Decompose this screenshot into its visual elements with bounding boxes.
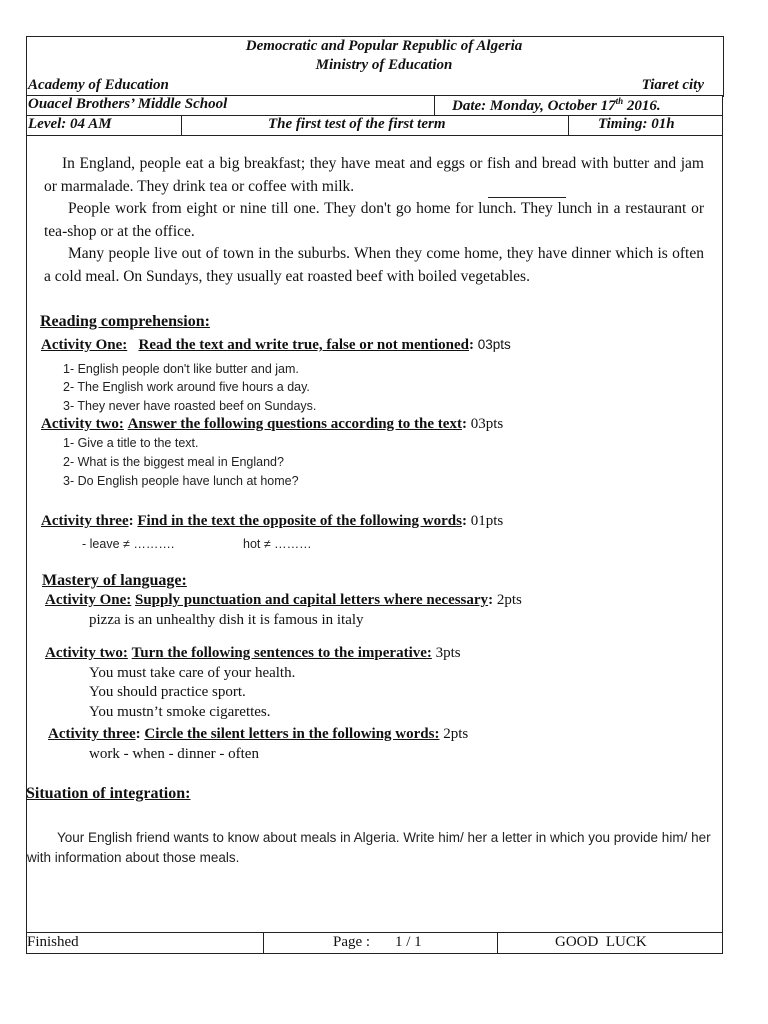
footer-top-border [26,932,723,933]
reading-activity-two: Activity two: Answer the following questions according to the text: 03pts [41,416,504,432]
test-title: The first test of the first term [268,116,446,132]
text-paragraph-1: In England, people eat a big breakfast; they have meat and eggs or fish and bread with butter and jam or marmalade. They drink tea or coffee with milk. [44,155,704,195]
city-label: Tiaret city [641,77,704,93]
mastery-title: Mastery of language: [42,572,187,589]
paragraph-underline [488,197,566,198]
footer-bottom-border [26,953,723,954]
mastery-activity-three: Activity three: Circle the silent letters in the following words: 2pts [48,726,469,742]
academy-label: Academy of Education [28,77,169,93]
footer-sep-2 [497,932,498,953]
integration-title: Situation of integration: [26,785,191,802]
reading-text [44,153,704,288]
reading-comprehension-title: Reading comprehension: [40,313,210,330]
page-left-border [26,135,27,932]
silent-letter-words: work - when - dinner - often [89,746,259,762]
imperative-item-1: You must take care of your health. [89,665,296,681]
imperative-item-3: You mustn’t smoke cigarettes. [89,704,271,720]
reading-a2-item-1: 1- Give a title to the text. [63,436,199,450]
ministry-title: Ministry of Education [315,57,453,73]
school-name: Ouacel Brothers’ Middle School [28,96,228,112]
footer-page-value: 1 / 1 [395,934,422,950]
reading-activity-three: Activity three: Find in the text the opposite of the following words: 01pts [41,513,504,529]
test-date: Date: Monday, October 17th 2016. [452,96,661,114]
mastery-activity-two: Activity two: Turn the following sentences to the imperative: 3pts [45,645,461,661]
footer-right-border [722,932,723,953]
header-row2-separator [434,95,435,115]
mastery-activity-one: Activity One: Supply punctuation and capital letters where necessary: 2pts [45,592,522,608]
page-right-border [722,135,723,932]
imperative-item-2: You should practice sport. [89,684,246,700]
footer-sep-1 [263,932,264,953]
timing-label: Timing: 01h [598,116,675,132]
footer-finished: Finished [27,934,79,950]
reading-a1-item-3: 3- They never have roasted beef on Sundays. [63,399,317,413]
integration-task: Your English friend wants to know about meals in Algeria. Write him/ her a letter in which you provide him/ her with information about those meals. [27,830,711,865]
reading-a2-item-3: 3- Do English people have lunch at home? [63,474,299,488]
text-paragraph-3: Many people live out of town in the suburbs. When they come home, they have dinner which is often a cold meal. On Sundays, they usually eat roasted beef with boiled vegetables. [44,245,704,285]
footer-good-luck: GOOD LUCK [555,934,647,950]
footer-page-label: Page : [333,934,371,950]
punctuation-sentence: pizza is an unhealthy dish it is famous in italy [89,612,364,628]
republic-title: Democratic and Popular Republic of Algeria [245,38,523,54]
text-paragraph-2: People work from eight or nine till one. They don't go home for lunch. They lunch in a restaurant or tea-shop or at the office. [44,200,704,240]
opposite-item-leave: - leave ≠ ………. [82,537,175,551]
reading-a1-item-2: 2- The English work around five hours a day. [63,380,310,394]
header-row3-sep-2 [568,115,569,135]
opposite-item-hot: hot ≠ ……… [243,537,312,551]
level-label: Level: 04 AM [28,116,112,132]
header-row3-sep-1 [181,115,182,135]
reading-activity-one: Activity One: Read the text and write true, false or not mentioned: 03pts [41,337,511,353]
reading-a1-item-1: 1- English people don't like butter and jam. [63,362,299,376]
header-bottom [26,135,723,136]
reading-a2-item-2: 2- What is the biggest meal in England? [63,455,284,469]
